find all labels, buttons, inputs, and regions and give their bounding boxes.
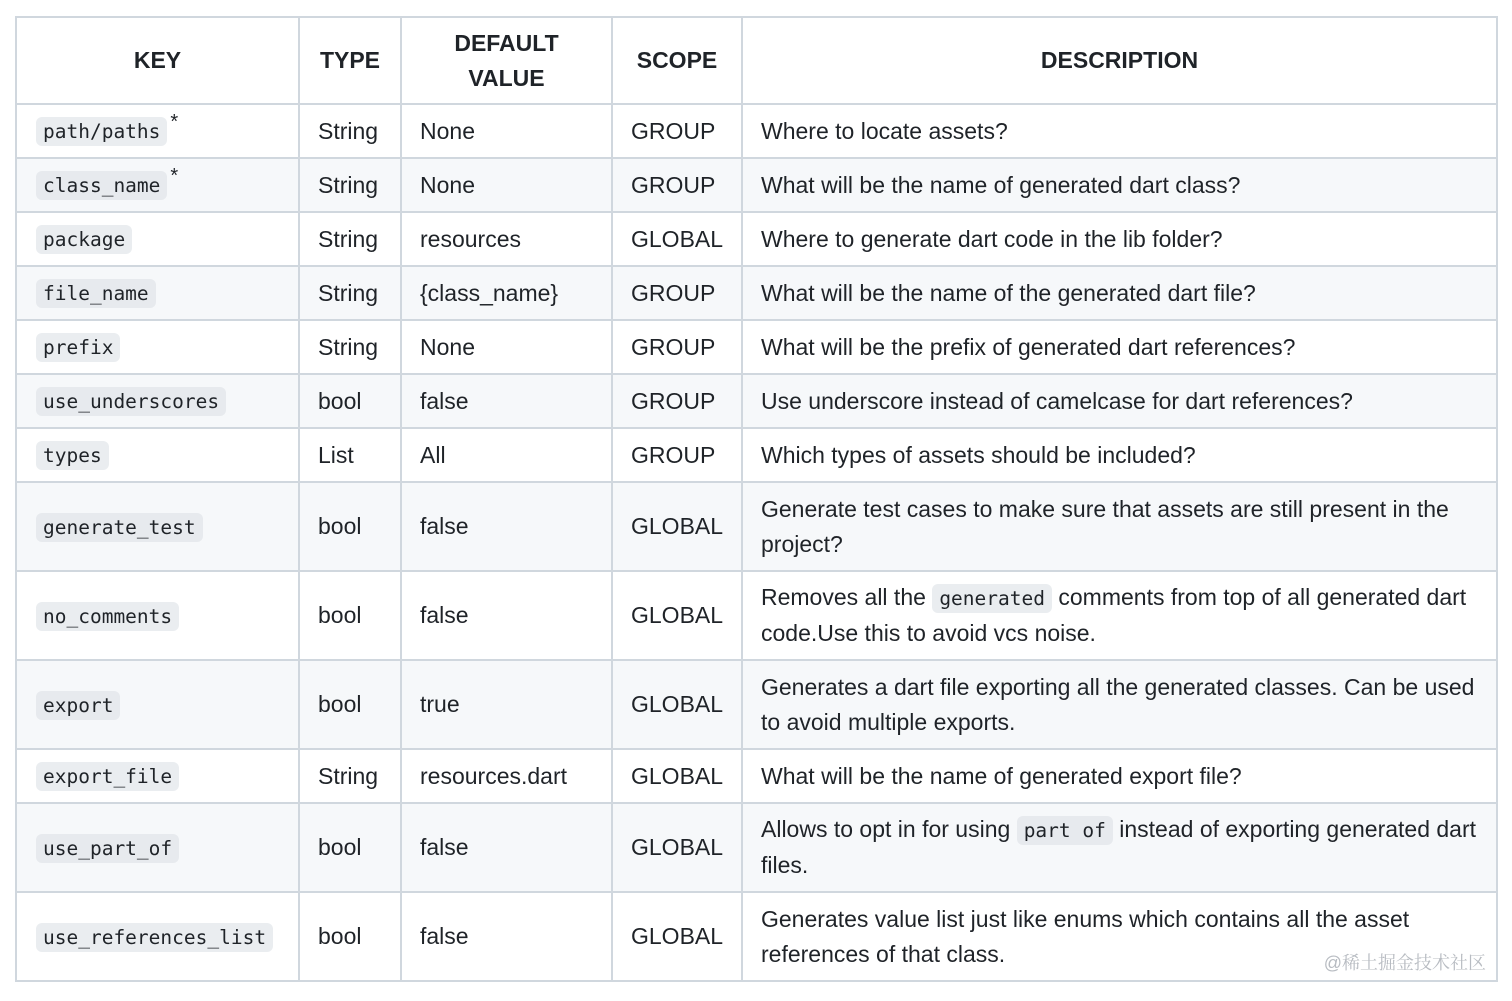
key-code: package [36,225,132,254]
default-cell: false [401,482,612,571]
scope-cell: GLOBAL [612,803,742,892]
header-default-line1: DEFAULT [454,29,559,56]
description-text: Removes all the [761,584,926,610]
type-cell: String [299,212,401,266]
type-cell: bool [299,892,401,981]
scope-cell: GLOBAL [612,660,742,749]
table-row [16,892,1497,981]
key-cell [16,749,299,803]
default-cell: {class_name} [401,266,612,320]
table-row [16,158,1497,212]
table-row [16,803,1497,892]
table-row [16,482,1497,571]
default-cell: false [401,374,612,428]
key-cell [16,803,299,892]
key-code: file_name [36,279,156,308]
description-cell: Generates value list just like enums which contains all the asset references of that class. [742,892,1497,981]
inline-code: part of [1017,816,1113,845]
key-code: use_references_list [36,923,273,952]
key-cell [16,660,299,749]
inline-code: generated [932,584,1052,613]
key-cell [16,482,299,571]
key-code: use_underscores [36,387,226,416]
header-default-value [401,17,612,104]
config-table [15,16,1498,982]
scope-cell: GROUP [612,320,742,374]
type-cell: String [299,158,401,212]
header-type: TYPE [299,17,401,104]
key-cell [16,158,299,212]
key-code: class_name [36,171,167,200]
scope-cell: GLOBAL [612,892,742,981]
key-cell [16,266,299,320]
key-cell [16,571,299,660]
table-row [16,320,1497,374]
description-cell: Use underscore instead of camelcase for dart references? [742,374,1497,428]
required-marker: * [170,165,179,187]
header-key: KEY [16,17,299,104]
type-cell: String [299,266,401,320]
table-row [16,428,1497,482]
header-description: DESCRIPTION [742,17,1497,104]
required-marker: * [170,111,179,133]
description-text: instead of exporting generated dart files. [761,816,1477,878]
key-cell [16,104,299,158]
table-row [16,749,1497,803]
default-cell: All [401,428,612,482]
type-cell: String [299,749,401,803]
scope-cell: GROUP [612,158,742,212]
default-cell: None [401,104,612,158]
default-cell: resources [401,212,612,266]
key-code: path/paths [36,117,167,146]
default-cell: None [401,320,612,374]
description-text: comments from top of all generated dart code.Use this to avoid vcs noise. [761,584,1467,646]
type-cell: bool [299,374,401,428]
description-cell: What will be the name of generated export file? [742,749,1497,803]
scope-cell: GLOBAL [612,212,742,266]
key-code: no_comments [36,602,179,631]
type-cell: List [299,428,401,482]
description-cell: Generates a dart file exporting all the generated classes. Can be used to avoid multiple exports. [742,660,1497,749]
table-row [16,212,1497,266]
scope-cell: GROUP [612,374,742,428]
scope-cell: GLOBAL [612,749,742,803]
type-cell: bool [299,660,401,749]
watermark: @稀土掘金技术社区 [1323,953,1486,973]
table-row [16,374,1497,428]
scope-cell: GLOBAL [612,571,742,660]
scope-cell: GROUP [612,104,742,158]
key-cell [16,374,299,428]
type-cell: bool [299,803,401,892]
key-cell [16,212,299,266]
table-row [16,571,1497,660]
key-code: types [36,441,109,470]
table-row [16,660,1497,749]
description-cell [742,803,1497,892]
default-cell: true [401,660,612,749]
key-cell [16,892,299,981]
key-code: export [36,691,120,720]
key-code: export_file [36,762,179,791]
key-code: prefix [36,333,120,362]
description-cell: Where to generate dart code in the lib folder? [742,212,1497,266]
header-scope: SCOPE [612,17,742,104]
type-cell: bool [299,571,401,660]
default-cell: false [401,892,612,981]
table-row [16,104,1497,158]
description-cell [742,571,1497,660]
scope-cell: GROUP [612,428,742,482]
description-cell: What will be the name of generated dart class? [742,158,1497,212]
scope-cell: GLOBAL [612,482,742,571]
default-cell: false [401,803,612,892]
description-cell: Generate test cases to make sure that assets are still present in the project? [742,482,1497,571]
key-code: generate_test [36,513,203,542]
type-cell: String [299,104,401,158]
scope-cell: GROUP [612,266,742,320]
table-row [16,266,1497,320]
default-cell: resources.dart [401,749,612,803]
description-text: Allows to opt in for using [761,816,1011,842]
key-cell [16,320,299,374]
key-code: use_part_of [36,834,179,863]
description-cell: What will be the prefix of generated dart references? [742,320,1497,374]
description-cell: What will be the name of the generated dart file? [742,266,1497,320]
header-row [16,17,1497,104]
header-default-line2: VALUE [468,64,545,91]
key-cell [16,428,299,482]
default-cell: false [401,571,612,660]
type-cell: bool [299,482,401,571]
type-cell: String [299,320,401,374]
default-cell: None [401,158,612,212]
description-cell: Which types of assets should be included? [742,428,1497,482]
description-cell: Where to locate assets? [742,104,1497,158]
